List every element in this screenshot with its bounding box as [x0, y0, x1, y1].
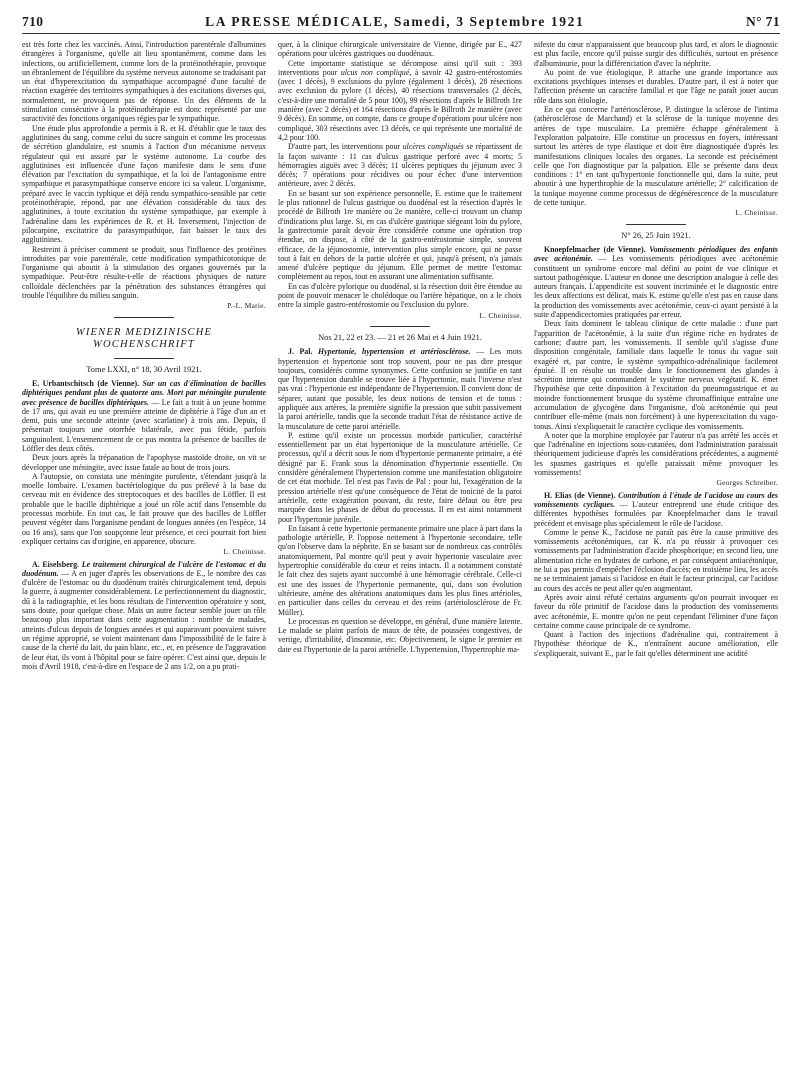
paragraph: Au point de vue étiologique, P. attache une grande importance aux excitations psychiques intenses et durables. D'autre part, il est à noter que l'affection présente un caractère familial et que l'âge ne paraît jouer aucun rôle dans son étiologie.: [534, 67, 778, 105]
article-paragraph: [22, 379, 266, 453]
article-author: J. Pal.: [288, 347, 313, 357]
article-title: Contribution à l'étude de l'acidose au cours des vomissements cycliques.: [534, 490, 778, 509]
paragraph: A noter que la morphine employée par l'auteur n'a pas arrêté les accès et que l'adrénaline en injections sous-cutanées, dont l'administration paraissait théoriquement judicieuse d'après les considérations précédentes, a augmenté les spasmes gastriques et qu'elle paraissait même provoquer les vomissements!: [534, 430, 778, 478]
running-header: [22, 14, 780, 34]
signature: L. Cheinisse.: [735, 208, 778, 218]
column-2: [278, 40, 522, 671]
journal-title: LA PRESSE MÉDICALE, Samedi, 3 Septembre 1921: [205, 14, 585, 29]
paragraph: Comme le pense K., l'acidose ne paraît pas être la cause primitive des vomissements acétonémiques, car K. n'a pu réussir à provoquer ces vomissements par l'administration d'acide phosphorique; en second lieu, une alimentation riche en hydrates de carbone, et par conséquent antiacétonique, ne lui a pas permis d'empêcher l'éclosion d'accès; en troisième lieu, les accès ne se terminaient jamais si l'acidose en était le facteur principal, car l'acidose au cours des accès ne peut aller qu'en augmentant.: [534, 527, 778, 593]
journal-page: [22, 14, 780, 671]
paragraph: P. estime qu'il existe un processus morbide particulier, caractérisé essentiellement par un état hypertonique de la musculature artérielle. Ce processus, qu'il a décrit sous le nom d'hypertonie permanente primaire, a été désigné par E. Frank sous la dénomination d'hypertonie essentielle. On considère généralement l'hypertension comme une manifestation obligatoire de cet état morbide. Tel n'est pas l'avis de Pal : pour lui, l'exagération de la pression artérielle n'est qu'une conséquence de l'état de tonicité de la paroi artérielle, cette exagération pouvant, du reste, faire défaut ou être peu marquée dans les phases de début du processus. Il en est ainsi notamment pour l'hypertonie juvénile.: [278, 430, 522, 524]
text-run-italic: ulcus non compliqué: [340, 67, 410, 77]
paragraph: En ce qui concerne l'artériosclérose, P. distingue la sclérose de l'intima (athérosclérose de Marchand) et la sclérose de la tunique moyenne des artères de type musculaire. La première échappe généralement à l'exploration palpatoire. Elle constitue un processus en foyers, intéressant surtout les artères de type élastique et doit être diagnostiquée d'après les manifestations cliniques locales des organes. La seconde est précisément celle que l'on diagnostique par la palpation. Elle se présente dans deux conditions : 1° en tant qu'hypertonie fonctionnelle qui, dans la suite, peut aboutir à une hyperthrophie de la musculature artérielle; 2° calcification de la tunique moyenne comme processus de dégénérescence de la musculature de cette tunique.: [534, 105, 778, 208]
text-run: se répartissent de la façon suivante : 11 cas d'ulcus gastrique perforé avec 4 morts; 5 hémorragies aiguës avec 3 décès; 11 ulcères peptiques du jéjunum avec 3 décès; 7 opérations pour récidives ou pour échec d'une intervention antérieure, avec 2 décès.: [278, 142, 523, 189]
article-title: Sur un cas d'élimination de bacilles diphtériques pendant plus de quatorze ans. Mort par méningite purulente avec présence de bacilles diphtériques.: [22, 378, 266, 407]
article-title: Hypertonie, hypertension et artériosclérose.: [318, 347, 471, 357]
signature: P.-L. Marie.: [227, 301, 266, 311]
paragraph: A l'autopsie, on constata une méningite purulente, s'étendant jusqu'à la moelle lombaire. L'examen bactériologique du pus prélevé à la base du cerveau mit en évidence des streptocoques et des bacilles de Löffler. Il est probable que le bacille diphtérique a joué un rôle actif dans l'ensemble du processus morbide. En tout cas, le fait prouve que des bacilles de Löffler peuvent végéter dans l'organisme pendant de longues années (en l'espèce, 14 ou 16 ans), sans que l'on soupçonne leur présence, et ceci pourrait fort bien expliquer certains cas d'origine, en apparence, obscure.: [22, 471, 266, 546]
paragraph: est très forte chez les vaccinés. Ainsi, l'introduction parentérale d'albumines étrangères à l'organisme, qu'elle ait lieu spontanément, comme dans les infections, ou artificiellement, comme lors de la protéinothérapie, provoque un ébranlement de l'équilibre du système nerveux autonome se traduisant par un état d'hyperexcitation du sympathique accompagné d'une faculté de réaction exagérée des territoires sympathiques à des excitations diverses qui, normalement, ne provoquent pas de réponse. Un des éléments de la stimulation consécutive à la protéinothérapie est donc représenté par une suractivité des fonctions organiques régies par le sympathique.: [22, 40, 266, 124]
paragraph: [278, 142, 522, 188]
divider: [114, 317, 174, 318]
article-text: — Les mots hypertension et hypertonie sont trop souvent, pour ne pas dire presque toujours, considérés comme synonymes. Cette confusion se justifie en tant que l'hypertension durable se trouve liée à l'hypertonie, mais l'inverse n'est pas vrai : l'hypertonie est indépendante de l'hypertension. Il convient donc de séparer, autant que possible, les deux notions de tension et de tonus : appliquée aux artères, la première signifie la pression que subit passivement la paroi artérielle, tandis que la seconde traduit l'état de résistance active de la musculature de cette paroi artérielle.: [278, 347, 522, 431]
paragraph: Deux faits dominent le tableau clinique de cette maladie : d'une part l'apparition de l'acétonémie, à la suite d'un régime riche en hydrates de carbone; d'autre part, les vomissements. Il semble qu'il s'agisse d'une disposition congénitale, familiale dans laquelle le tonus du vague soit exagéré et, par contre, le système sympathico-adrénalinique facilement épuisé. Il en résulte un trouble dans le fonctionnement des glandes à sécrétion interne qui commandent le système nerveux végétatif. K. émet l'hypothèse que cette disposition à l'excitation du pneumogastrique et au moindre fonctionnement brusque du système chromaffinique entraîne une accumulation de glycogène dans l'organisme, d'où acétonémie qui peut contribuer elle-même (mais non forcément) à une hyperexcitation du vago-tonus. Ainsi s'expliquerait le caractère cyclique des vomissements.: [534, 319, 778, 431]
paragraph: Une étude plus approfondie a permis à R. et H. d'établir que le taux des agglutinines du sang, comme celui du sucre sanguin et comme les processus de sécrétion glandulaire, est soumis à l'action d'un mécanisme nerveux régulateur qui est assuré par le système autonome. La courbe des agglutinines est influencée d'une façon manifeste dans le sens d'une élévation par l'excitation du sympathique, et la loi de l'antagonisme entre sympathique et parasympathique conserve encore ici sa valeur. L'organisme, préparé avec le vaccin typhique et déjà rendu sympathico-sensible par cette protéinothérapie, répond, par une élévation considérable du taux des agglutinines, à toute excitation du système sympathique, par exemple à l'adrénaline dans les expériences de R. et H. Inversement, l'injection de pilocarpine, excitatrice du parasympathique, fait baisser le taux des agglutinines.: [22, 123, 266, 245]
section-title-line: WOCHENSCHRIFT: [93, 339, 195, 351]
paragraph: Le processus en question se développe, en général, d'une manière latente. Le malade se plaint parfois de maux de tête, de poussées congestives, de vertige, d'irritabilité, d'insomnie, etc. Objectivement, le signe le premier en date est l'hypertonie de la paroi artérielle. L'hypertension, l'hypertrophie ma-: [278, 616, 522, 654]
column-3: [534, 40, 778, 671]
article-title: Le traitement chirurgical de l'ulcère de l'estomac et du duodénum.: [22, 559, 266, 578]
article-text: — Le fait a trait à un jeune homme de 17 ans, qui avait eu une première atteinte de diphtérie à l'âge d'un an et demi, puis une seconde atteinte (avec scarlatine) à trois ans. Depuis, il présentait toujours une otorrhée bilatérale, avec pus fétide, parfois sanguinolent. L'ensemencement de ce pus montra la présence de bacilles de Löffler des deux côtés.: [22, 397, 266, 453]
issue-line: Tome LXXI, n° 18, 30 Avril 1921.: [86, 364, 202, 374]
paragraph: quer, à la clinique chirurgicale universitaire de Vienne, dirigée par E., 427 opérations pour ulcères gastriques ou duodénaux.: [278, 40, 522, 59]
article-text: — L'auteur entreprend une étude critique des différentes hypothèses formulées par Knoepfelmacher dans le travail précédent et envisage plus spécialement le rôle de l'acidose.: [534, 499, 778, 528]
signature: Georges Schreiber.: [716, 478, 778, 488]
text-run-italic: ulcères compliqués: [402, 142, 464, 152]
paragraph: [278, 59, 522, 143]
article-paragraph: [22, 560, 266, 672]
signature: L. Cheinisse.: [479, 310, 522, 320]
paragraph: En cas d'ulcère pylorique ou duodénal, si la résection doit être étendue au point de pouvoir menacer le cholédoque ou l'artère hépatique, on a le choix entre la simple gastro-entérostomie ou l'exclusion du pylore.: [278, 281, 522, 310]
divider: [626, 224, 686, 225]
paragraph: En faisant à cette hypertonie permanente primaire une place à part dans la pathologie artérielle, P. l'oppose nettement à l'hypertonie secondaire, telle qu'on l'observe dans la néphrite. En se basant sur de nombreux cas contrôlés anatomiquement, Pal montre qu'il peut y avoir hypertonie vasculaire avec hypertrophie considérable du cœur et reins intacts. Il a notamment constaté le fait chez des sujets ayant succombé à une hémorragie cérébrale. Celle-ci est une des issues de l'hypertonie permanente, qui, dans son évolution ultérieure, amène des altérations anatomiques dans les plus fines artérioles, en particulier dans celles du cerveau et des reins (artériolosclérose de Fr. Müller).: [278, 523, 522, 617]
text-run: Cette importante statistique se décompose ainsi qu'il suit : 393 interventions pour: [278, 58, 522, 77]
article-author: A. Eiselsberg.: [32, 559, 80, 569]
paragraph: Après avoir ainsi réfuté certains arguments qu'on pourrait invoquer en faveur du rôle primitif de l'acidose dans la production des vomissements avec acétonémie, E. montre qu'on ne peut cependant l'éliminer d'une façon certaine comme cause principale de ce syndrome.: [534, 592, 778, 630]
issue-line: Nos 21, 22 et 23. — 21 et 26 Mai et 4 Juin 1921.: [318, 332, 482, 342]
paragraph: Deux jours après la trépanation de l'apophyse mastoïde droite, on vit se développer une méningite, avec issue fatale au bout de trois jours.: [22, 453, 266, 472]
section-title: [22, 327, 266, 352]
column-1: [22, 40, 266, 671]
signature: L. Cheinisse.: [223, 547, 266, 557]
article-text: — A en juger d'après les observations de E., le nombre des cas d'ulcère de l'estomac ou du duodénum traités chirurgicalement tend, depuis la guerre, à augmenter considérablement. Le perfectionnement du diagnostic, dû à la radiographie, et les bons résultats de l'intervention opératoire y sont, sans doute, pour quelque chose. Mais un autre facteur semble jouer un rôle beaucoup plus important dans cette augmentation : nombre de malades, atteints d'ulcus depuis de longues années et qui auparavant pouvaient suivre un régime approprié, se voient maintenant dans l'impossibilité de le faire à cause de la cherté du lait, du pain blanc, etc., et, en présence de l'aggravation de leur état, ils vont à l'hôpital pour se faire opérer. C'est ainsi que, depuis le mois d'Avril 1918, c'est-à-dire en l'espace de 2 ans 1/2, on a pu prati-: [22, 568, 266, 671]
article-author: Knoepfelmacher (de Vienne).: [544, 244, 646, 254]
issue-number: N° 71: [745, 14, 780, 29]
article-author: H. Elias (de Vienne).: [544, 490, 616, 500]
article-paragraph: [534, 491, 778, 528]
article-paragraph: [534, 245, 778, 319]
text-run: , à savoir 42 gastro-entérostomies (avec 1 décès), 9 exclusions du pylore (également 1 décès), 28 résections avec exclusion du pylore (1 décès), 40 résections transversales (2 décès, c'est-à-dire une mortalité de 5 pour 100), 99 résections d'après le Billroth 1re manière (avec 2 décès) et 164 résections d'après le Billroth 2e manière (avec 9 décès). En somme, on compte, dans ce groupe d'opérations pour ulcère non compliqué, 303 résections avec 13 décès, ce qui représente une mortalité de 4,2 pour 100.: [278, 67, 523, 142]
section-title-line: WIENER MEDIZINISCHE: [75, 326, 213, 338]
article-paragraph: [278, 347, 522, 431]
text-run: D'autre part, les interventions pour: [288, 142, 403, 152]
paragraph: nifeste du cœur n'apparaissent que beaucoup plus tard, et alors le diagnostic est plus facile, encore qu'il puisse surgir des difficultés, surtout en présence d'albuminurie, pour la différenciation d'avec la néphrite.: [534, 40, 778, 68]
paragraph: En se basant sur son expérience personnelle, E. estime que le traitement le plus rationnel de l'ulcus gastrique ou duodénal est la résection d'après le procédé de Billroth 1re manière ou 2e manière, celle-ci trouvant un champ d'indications plus large. Si, en cas d'ulcère gastrique siégeant loin du pylore, la gastrectomie paraît devoir être considérée comme une opération trop étendue, on dispose, à côté de la gastro-entérostomie simple, souvent efficace, de la jéjunostomie, intervention plus simple encore, qui ne passe tout à fait en dehors de la partie ulcérée et qui, jusqu'à présent, n'a jamais amené d'ulcère peptique du jéjunum. Elle permet de mettre l'estomac complètement au repos, tout en assurant une alimentation suffisante.: [278, 188, 522, 282]
divider: [114, 358, 174, 359]
paragraph: Quant à l'action des injections d'adrénaline qui, contrairement à l'hypothèse théorique de K., n'entraînent aucune amélioration, elle s'expliquerait, suivant E., par le fait qu'elles déterminent une acidité: [534, 630, 778, 658]
article-title: Vomissements périodiques des enfants avec acétonémie.: [534, 244, 778, 264]
article-text: — Les vomissements périodiques avec acétonémie constituent un syndrome encore mal défini au point de vue clinique et surtout pathogénique. L'auteur en donne une description analogue à celle des auteurs français. L'appendicite est souvent incriminée et le diagnostic entre les deux affections est délicat, mais K. estime qu'elle n'est pas en cause dans la production des vomissements avec acétonémie, ceux-ci ayant persisté à la suite d'appendicectomies pratiquées par erreur.: [534, 254, 778, 320]
issue-line: N° 26, 25 Juin 1921.: [621, 230, 691, 240]
article-author: E. Urbantschitsch (de Vienne).: [32, 378, 140, 388]
divider: [370, 326, 430, 327]
paragraph: Restreint à préciser comment se produit, sous l'influence des protéines introduites par voie parentérale, cette modification sympathicotonique de l'organisme qui aboutit à la stimulation des organes gouvernés par la sympathique. Peut-être résulte-t-elle de réactions physiques de nature colloïdale déclenchées par la pénétration des substances étrangères qui trouble l'équilibre du milieu sanguin.: [22, 244, 266, 301]
page-number: 710: [22, 14, 44, 29]
text-columns: [22, 40, 780, 671]
